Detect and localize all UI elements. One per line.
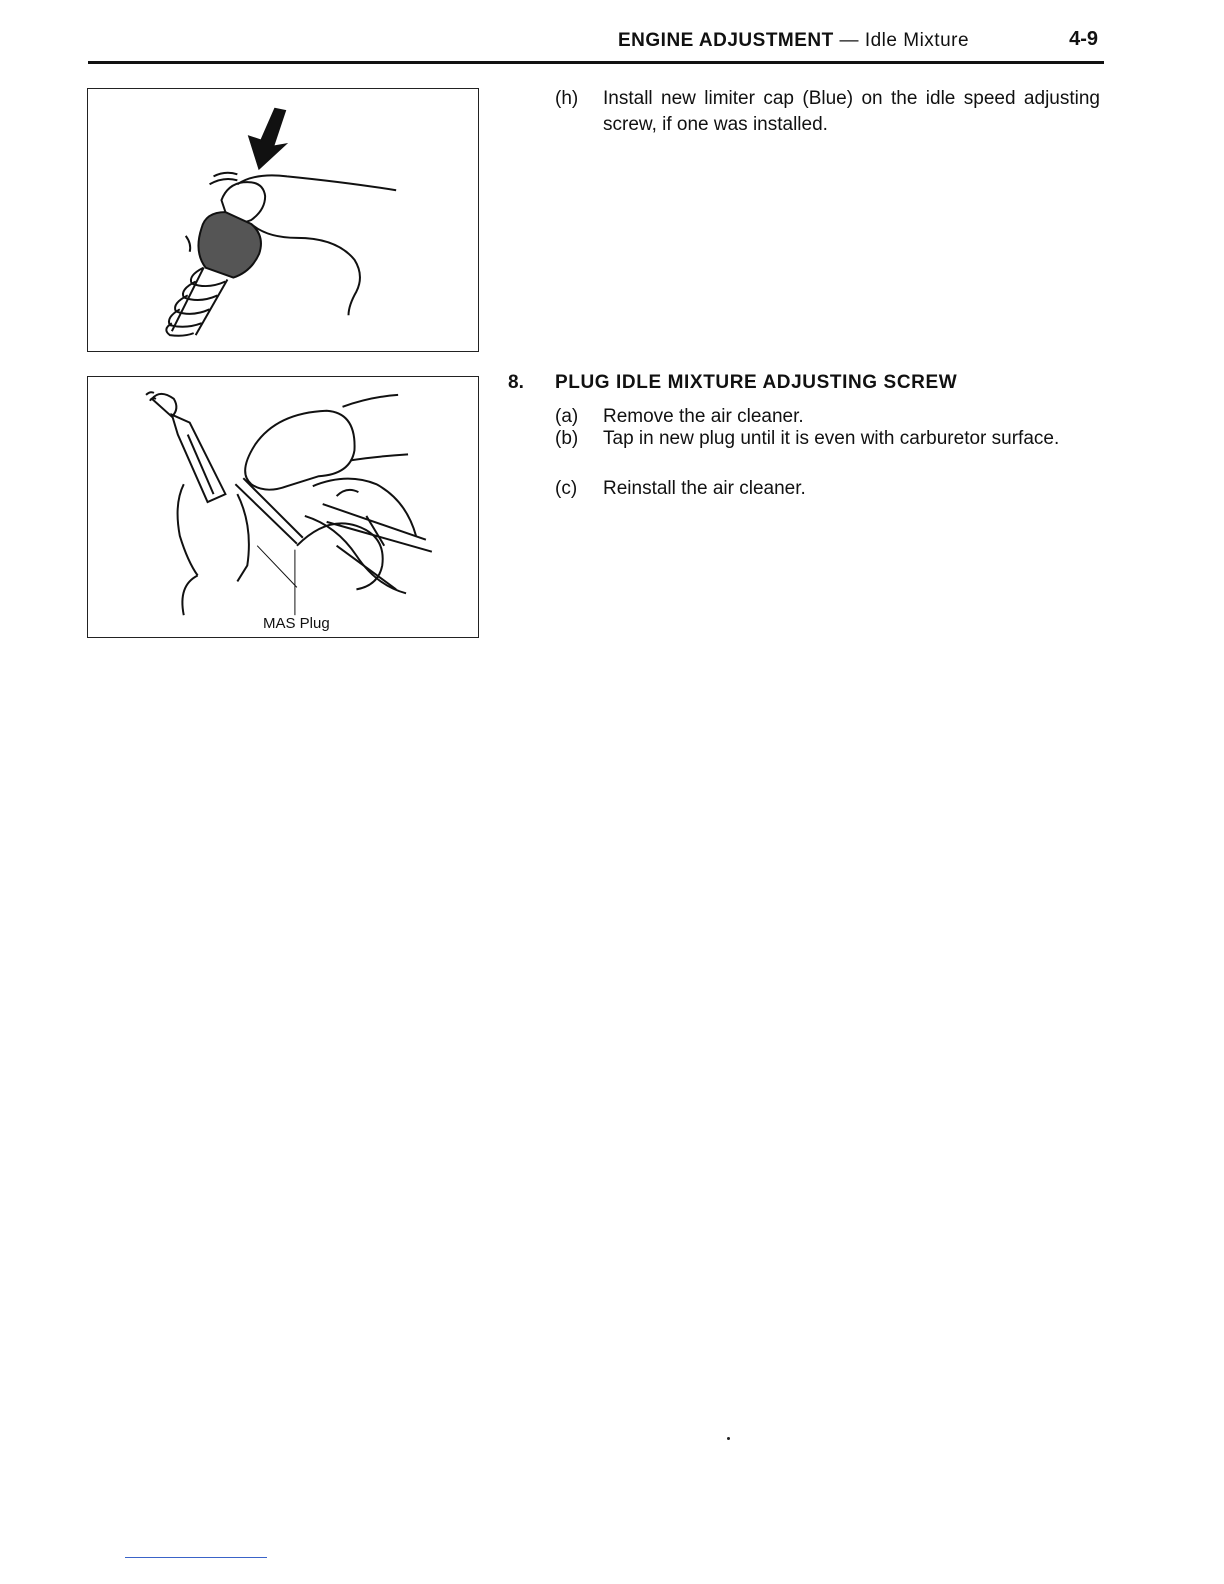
section-title: [618, 30, 969, 52]
section-title-main: ENGINE ADJUSTMENT: [618, 30, 834, 51]
scan-speck: [727, 1437, 730, 1440]
page-header: [88, 22, 1104, 64]
step-c-marker: (c): [555, 478, 578, 499]
step-a-marker: (a): [555, 406, 579, 427]
mas-plug-label: MAS Plug: [263, 615, 330, 632]
step-c-text: Reinstall the air cleaner.: [603, 478, 806, 499]
step-h-text: Install new limiter cap (Blue) on the idle speed adjusting screw, if one was installed.: [603, 88, 1100, 135]
mas-plug-illustration: [88, 377, 478, 637]
step-h-marker: (h): [555, 88, 579, 109]
step-b-text: Tap in new plug until it is even with carburetor surface.: [603, 428, 1060, 449]
footer-rule: [125, 1557, 267, 1558]
section-title-sub: — Idle Mixture: [833, 30, 970, 51]
limiter-cap-figure: [87, 88, 479, 352]
section-8-heading: PLUG IDLE MIXTURE ADJUSTING SCREW: [555, 372, 958, 393]
step-a-text: Remove the air cleaner.: [603, 406, 804, 427]
section-8-number: 8.: [508, 372, 524, 393]
mas-plug-figure: [87, 376, 479, 638]
header-rule: [88, 61, 1104, 64]
step-b-marker: (b): [555, 428, 579, 449]
page-number: 4-9: [1069, 28, 1098, 50]
limiter-cap-illustration: [88, 89, 478, 351]
